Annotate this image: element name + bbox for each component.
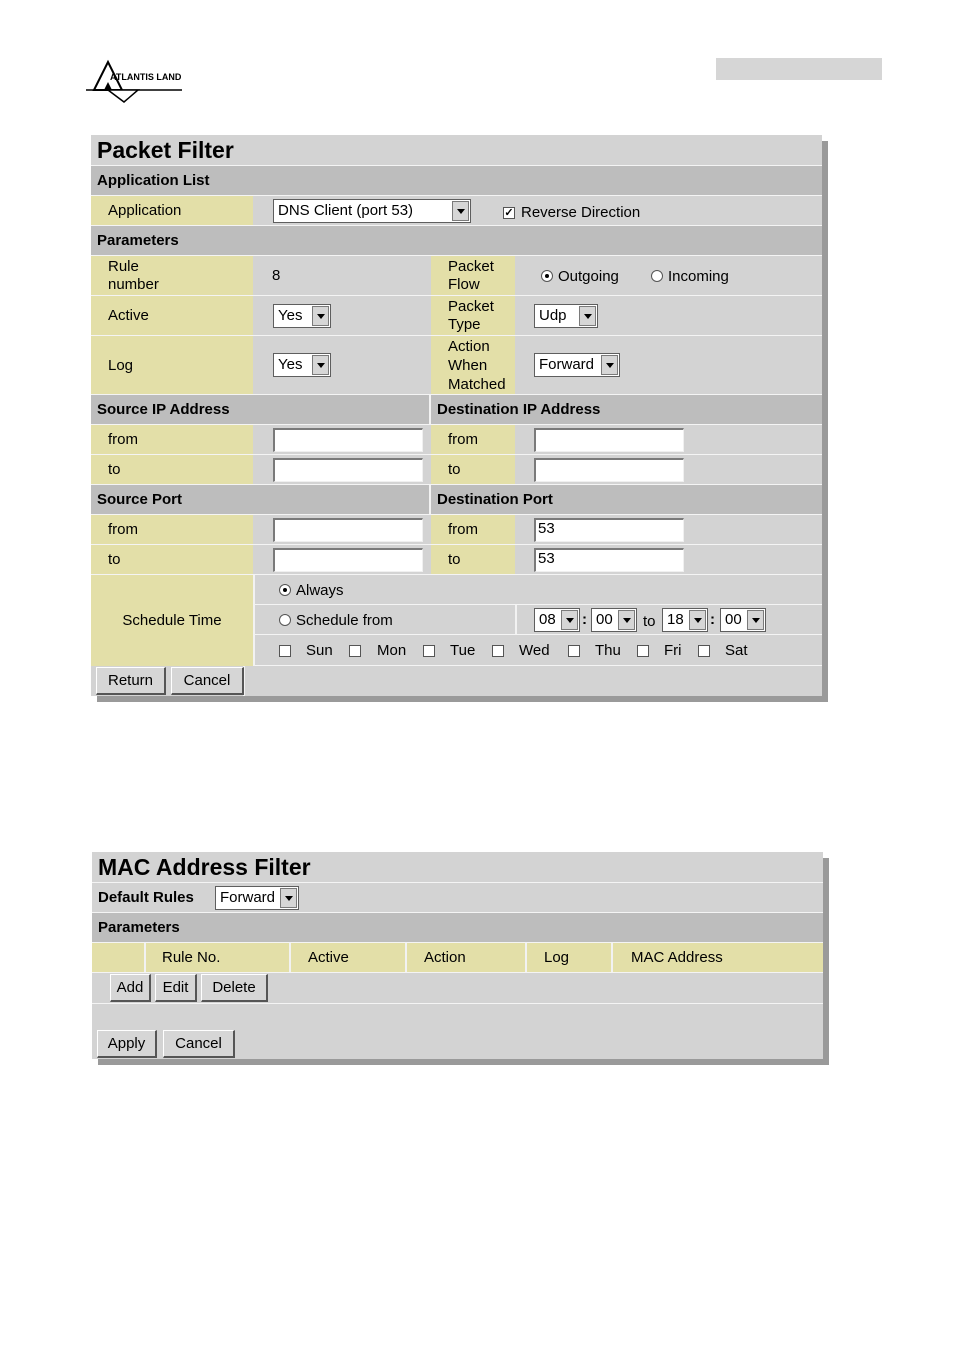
ip-address-header <box>91 395 822 425</box>
day-fri-checkbox[interactable] <box>637 645 649 657</box>
port-to-row <box>91 545 822 575</box>
application-value: DNS Client (port 53) <box>278 202 414 219</box>
section-title: Parameters <box>97 232 179 249</box>
from-hour-select[interactable] <box>534 608 580 632</box>
day-sat-checkbox[interactable] <box>698 645 710 657</box>
column-rule-no: Rule No. <box>162 949 221 966</box>
destination-port-header: Destination Port <box>437 491 553 508</box>
chevron-down-icon <box>747 610 764 630</box>
destination-ip-header: Destination IP Address <box>437 401 601 418</box>
day-thu-label: Thu <box>595 642 621 659</box>
mac-filter-panel <box>92 852 823 1059</box>
always-label: Always <box>296 582 344 599</box>
return-button[interactable]: Return <box>96 667 166 695</box>
mac-parameters-header <box>92 913 823 943</box>
chevron-down-icon <box>689 610 706 630</box>
schedule-from-radio[interactable] <box>279 614 291 626</box>
mac-filter-title-row <box>92 852 823 883</box>
time-to-label: to <box>643 613 656 630</box>
log-select[interactable] <box>273 353 331 377</box>
day-wed-checkbox[interactable] <box>492 645 504 657</box>
mac-cancel-button[interactable]: Cancel <box>163 1030 235 1058</box>
time-separator: : <box>582 611 587 628</box>
logo-text: ATLANTIS LAND <box>110 72 182 82</box>
schedule-days-row <box>255 635 822 666</box>
port-header <box>91 485 822 515</box>
edit-button[interactable]: Edit <box>155 974 197 1002</box>
rule-number-label: Rule number <box>91 256 253 295</box>
packet-filter-button-bar <box>91 666 822 696</box>
time-separator: : <box>710 611 715 628</box>
dest-port-to-label: to <box>431 545 515 574</box>
dest-port-from-label: from <box>431 515 515 544</box>
from-minute-select[interactable] <box>591 608 637 632</box>
section-title: Parameters <box>98 919 180 936</box>
day-fri-label: Fri <box>664 642 682 659</box>
active-value: Yes <box>278 307 303 324</box>
source-port-to-label: to <box>91 545 253 574</box>
ip-from-row <box>91 425 822 455</box>
active-row <box>91 296 822 336</box>
packet-type-select[interactable] <box>534 304 598 328</box>
application-select[interactable] <box>273 199 471 223</box>
packet-flow-label: Packet Flow <box>431 256 515 295</box>
packet-filter-title-row <box>91 135 822 166</box>
schedule-from-row <box>255 605 822 635</box>
from-minute-value: 00 <box>596 611 613 628</box>
source-port-from-label: from <box>91 515 253 544</box>
incoming-radio[interactable] <box>651 270 663 282</box>
header-bar <box>716 58 882 80</box>
source-port-to-input[interactable] <box>273 548 423 572</box>
chevron-down-icon <box>561 610 578 630</box>
rule-number-value: 8 <box>255 256 429 295</box>
mac-apply-bar <box>92 1004 823 1059</box>
always-radio[interactable] <box>279 584 291 596</box>
mac-table-header <box>92 943 823 973</box>
source-ip-from-input[interactable] <box>273 428 423 452</box>
to-minute-select[interactable] <box>720 608 766 632</box>
dest-ip-from-input[interactable] <box>534 428 684 452</box>
dest-port-from-input[interactable]: 53 <box>534 518 684 542</box>
default-rules-value: Forward <box>220 889 276 906</box>
rule-number-row <box>91 256 822 296</box>
chevron-down-icon <box>312 355 329 375</box>
dest-port-to-input[interactable]: 53 <box>534 548 684 572</box>
action-value: Forward <box>539 356 595 373</box>
packet-type-label: Packet Type <box>431 296 515 335</box>
day-mon-checkbox[interactable] <box>349 645 361 657</box>
column-log: Log <box>544 949 570 966</box>
log-label: Log <box>91 336 253 394</box>
mac-filter-title: MAC Address Filter <box>98 853 311 880</box>
chevron-down-icon <box>579 306 596 326</box>
outgoing-radio[interactable] <box>541 270 553 282</box>
day-thu-checkbox[interactable] <box>568 645 580 657</box>
day-sun-checkbox[interactable] <box>279 645 291 657</box>
cancel-button[interactable]: Cancel <box>171 667 244 695</box>
add-button[interactable]: Add <box>110 974 151 1002</box>
log-row <box>91 336 822 395</box>
application-label: Application <box>91 196 253 225</box>
application-row <box>91 196 822 226</box>
to-minute-value: 00 <box>725 611 742 628</box>
schedule-time-label: Schedule Time <box>91 575 253 666</box>
day-sat-label: Sat <box>725 642 748 659</box>
day-tue-label: Tue <box>450 642 476 659</box>
day-mon-label: Mon <box>377 642 407 659</box>
source-port-from-input[interactable] <box>273 518 423 542</box>
application-list-header <box>91 166 822 196</box>
log-value: Yes <box>278 356 303 373</box>
page-title: Packet Filter <box>97 136 234 163</box>
dest-ip-to-input[interactable] <box>534 458 684 482</box>
action-label: Action When Matched <box>431 336 515 394</box>
day-sun-label: Sun <box>306 642 333 659</box>
to-hour-select[interactable] <box>662 608 708 632</box>
from-hour-value: 08 <box>539 611 556 628</box>
column-active: Active <box>308 949 349 966</box>
chevron-down-icon <box>452 201 469 221</box>
chevron-down-icon <box>601 355 618 375</box>
reverse-direction-label: Reverse Direction <box>521 204 641 221</box>
dest-ip-from-label: from <box>431 425 515 454</box>
chevron-down-icon <box>618 610 635 630</box>
schedule-from-label: Schedule from <box>296 612 393 629</box>
apply-button[interactable]: Apply <box>97 1030 157 1058</box>
column-action: Action <box>424 949 466 966</box>
default-rules-row <box>92 883 823 913</box>
port-from-row <box>91 515 822 545</box>
active-select[interactable] <box>273 304 331 328</box>
incoming-label: Incoming <box>668 268 729 285</box>
default-rules-select[interactable] <box>215 886 299 910</box>
outgoing-label: Outgoing <box>558 268 619 285</box>
source-ip-to-label: to <box>91 455 253 484</box>
source-ip-from-label: from <box>91 425 253 454</box>
ip-to-row <box>91 455 822 485</box>
chevron-down-icon <box>280 888 297 908</box>
reverse-direction-checkbox[interactable]: ✓ <box>504 207 514 219</box>
day-wed-label: Wed <box>519 642 550 659</box>
schedule-always-row <box>255 575 822 605</box>
day-tue-checkbox[interactable] <box>423 645 435 657</box>
action-select[interactable] <box>534 353 620 377</box>
source-ip-header: Source IP Address <box>97 401 230 418</box>
source-port-header: Source Port <box>97 491 183 508</box>
packet-type-value: Udp <box>539 307 567 324</box>
to-hour-value: 18 <box>667 611 684 628</box>
parameters-header <box>91 226 822 256</box>
mac-action-row <box>92 973 823 1004</box>
atlantis-logo <box>86 58 186 104</box>
delete-button[interactable]: Delete <box>201 974 268 1002</box>
active-label: Active <box>91 296 253 335</box>
section-title: Application List <box>97 172 210 189</box>
column-mac-address: MAC Address <box>631 949 723 966</box>
default-rules-label: Default Rules <box>98 889 194 906</box>
chevron-down-icon <box>312 306 329 326</box>
source-ip-to-input[interactable] <box>273 458 423 482</box>
dest-ip-to-label: to <box>431 455 515 484</box>
packet-filter-panel <box>91 135 822 696</box>
